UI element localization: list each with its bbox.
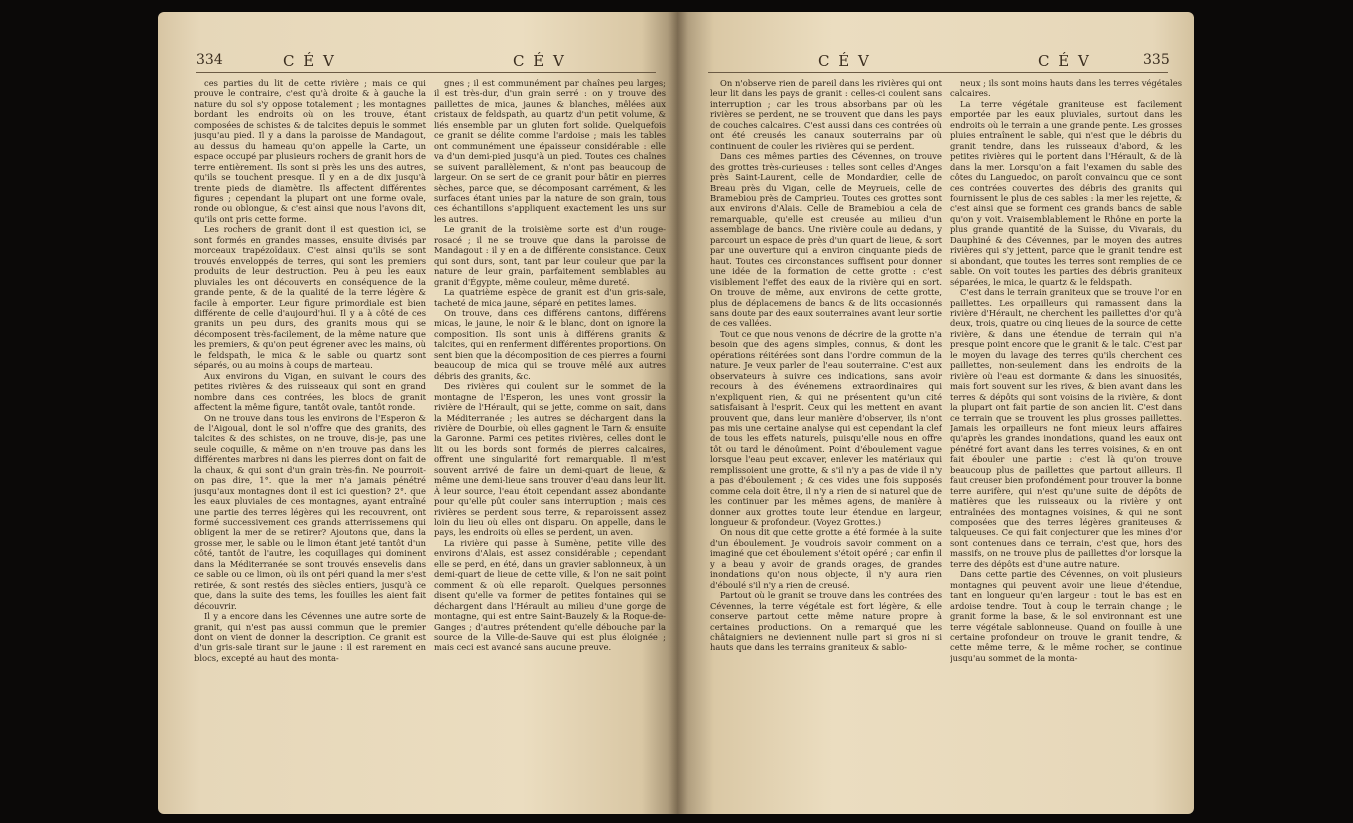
paragraph: La terre végétale graniteuse est facilement emportée par les eaux pluviales, surtout dans les endroits où le terrain a une grande pente. Les grosses pluies entraînent le sable, qui n'est que le débris du granit tendre, dans les ruisseaux d'abord, & les petites rivières qui le portent dans l'Hérault, & de là dans la mer. Lorsqu'on a fait l'examen du sable des côtes du Languedoc, on paroît convaincu que ce sont ces contrées couvertes des débris des granits qui fournissent le plus de ces sables : la mer les rejette, & c'est ainsi que se forment ces grands bancs de sable qu'on y voit. Vraisemblablement le Rhône en porte la plus grande quantité de la Suisse, du Vivarais, du Dauphiné & des Cévennes, par le moyen des autres rivières qui s'y jettent, parce que le granit tendre est si abondant, que toutes les terres sont remplies de ce sable. On voit toutes les parties des débris graniteux séparées, le mica, le quartz & le feldspath.: [950, 98, 1182, 287]
paragraph: La quatrième espèce de granit est d'un gris-sale, tacheté de mica jaune, séparé en petites lames.: [434, 287, 666, 308]
paragraph: C'est dans le terrain graniteux que se trouve l'or en paillettes. Les orpailleurs qui ramassent dans la rivière d'Hérault, ne cherchent les paillettes d'or qu'à deux, trois, quatre ou cinq lieues de la source de cette rivière, & dans une étendue de terrain qui n'a presque point encore que le granit & le talc. C'est par le moyen du lavage des terres qu'ils cherchent ces paillettes, non-seulement dans les endroits de la rivière où l'eau est dormante & dans les sinuosités, mais fort souvent sur les rives, & bien avant dans les terres & dépôts qui sont voisins de la rivière, & dont la plupart ont fait partie de son ancien lit. C'est dans ce terrain que se trouvent les plus grosses paillettes. Jamais les orpailleurs ne font mieux leurs affaires qu'après les grandes inondations, quand les eaux ont pénétré fort avant dans les terres voisines, & en ont fait ébouler une partie : c'est là qu'on trouve beaucoup plus de paillettes que partout ailleurs. Il faut creuser bien profondément pour trouver la bonne terre aurifère, qui n'est qu'une suite de dépôts de matières que les ruisseaux ou la rivière y ont entraînées des montagnes voisines, & qui ne sont composées que des terres légères graniteuses & talqueuses. Ce qui fait conjecturer que les mines d'or sont contenues dans ce terrain, c'est que, hors des massifs, on ne trouve plus de paillettes d'or lorsque la terre des dépôts est d'une autre nature.: [950, 287, 1182, 569]
right-page: [678, 12, 1194, 814]
text-column-right: [950, 78, 1182, 808]
running-head-right: C É V: [513, 52, 566, 70]
paragraph: gnes ; il est communément par chaînes peu larges; il est très-dur, d'un grain serré : on y trouve des paillettes de mica, jaunes & blanches, mêlées aux cristaux de feldspath, au quartz d'un petit volume, & liés ensemble par un gluten fort solide. Quelquefois ce granit se délite comme l'ardoise ; mais les tables ont communément une épaisseur considérable : elle va d'un demi-pied jusqu'à un pied. Toutes ces chaînes se suivent parallèlement, & n'ont pas beaucoup de largeur. On se sert de ce granit pour bâtir en pierres sèches, parce que, se décomposant carrément, & les surfaces étant unies par la nature de son grain, tous ces échantillons s'appliquent exactement les uns sur les autres.: [434, 78, 666, 224]
paragraph: On trouve, dans ces différens cantons, différens micas, le jaune, le noir & le blanc, dont on ignore la composition. Ils sont unis à différens granits & talcites, qui en renferment différentes proportions. On sent bien que la décomposition de ces pierres a fourni beaucoup de mica qui se trouve mêlé aux autres débris des granits, &c.: [434, 307, 666, 381]
paragraph: Aux environs du Vigan, en suivant le cours des petites rivières & des ruisseaux qui sont en grand nombre dans ces contrées, les blocs de granit affectent la même figure, tantôt ovale, tantôt ronde.: [194, 370, 426, 413]
page-number: 335: [1143, 52, 1170, 68]
paragraph: Partout où le granit se trouve dans les contrées des Cévennes, la terre végétale est fort légère, & elle conserve partout cette même nature propre à certaines productions. On a remarqué que les châtaigniers ne deviennent nulle part si gros ni si hauts que dans les terrains graniteux & sablo-: [710, 590, 942, 653]
paragraph: On n'observe rien de pareil dans les rivières qui ont leur lit dans les pays de granit : celles-ci coulent sans interruption ; car les trous absorbans par où les rivières se perdent, ne se trouvent que dans les pays de couches calcaires. C'est aussi dans ces contrées où ont été creusés les canaux souterrains par où continuent de couler les rivières qui se perdent.: [710, 78, 942, 151]
left-page: [158, 12, 678, 814]
paragraph: neux ; ils sont moins hauts dans les terres végétales calcaires.: [950, 78, 1182, 99]
text-column-left: [194, 78, 426, 808]
running-head-right: C É V: [1038, 52, 1091, 70]
page-number: 334: [196, 52, 223, 68]
paragraph: ces parties du lit de cette rivière ; mais ce qui prouve le contraire, c'est qu'à droite & à gauche la nature du sol s'y oppose totalement ; les montagnes bordant les endroits où on les trouve, étant composées de schistes & de talcites depuis le sommet jusqu'au pied. Il y a dans la paroisse de Mandagout, au dessus du hameau qu'on appelle la Carte, un espace occupé par plusieurs rochers de granit hors de terre entièrement. Ils sont si près les uns des autres, qu'ils se touchent presque. Il y en a de dix jusqu'à trente pieds de diamètre. Ils affectent différentes figures ; cependant la plupart ont une forme ovale, ronde ou oblongue, & c'est ainsi que nous l'avons dit, qu'ils ont pris cette forme.: [194, 78, 426, 224]
paragraph: Les rochers de granit dont il est question ici, se sont formés en grandes masses, ensuite divisés par morceaux trapézoïdaux. C'est ainsi qu'ils se sont trouvés enveloppés de terres, qui sont les premiers produits de leur destruction. Peu à peu les eaux pluviales les ont découverts en conséquence de la grande pente, & de la qualité de la terre légère & facile à emporter. Leur figure primordiale est bien différente de celle d'aujourd'hui. Il y a à côté de ces granits un peu durs, des granits mous qui se décomposent très-facilement, de la même nature que les premiers, & qu'on peut égrener avec les mains, où le feldspath, le mica & le sable ou quartz sont séparés, ou au moins à coups de marteau.: [194, 224, 426, 371]
header-rule: [708, 72, 1168, 73]
text-column-right: [434, 78, 666, 808]
paragraph: Des rivières qui coulent sur le sommet de la montagne de l'Esperon, les unes vont grossir la rivière de l'Hérault, qui se jette, comme on sait, dans la Méditerranée ; les autres se déchargent dans la rivière de Dourbie, où elles gagnent le Tarn & ensuite la Garonne. Parmi ces petites rivières, celles dont le lit ou les bords sont formés de pierres calcaires, offrent une singularité fort remarquable. Il m'est souvent arrivé de faire un demi-quart de lieue, & même une demi-lieue sans trouver d'eau dans leur lit. À leur source, l'eau étoit cependant assez abondante pour qu'elle pût couler sans interruption ; mais ces rivières se perdent sous terre, & reparoissent assez loin du lieu où elles ont disparu. On appelle, dans le pays, les endroits où elles se perdent, un aven.: [434, 381, 666, 538]
paragraph: On nous dit que cette grotte a été formée à la suite d'un éboulement. Je voudrois savoir comment on a imaginé que cet éboulement s'étoit opéré ; car enfin il y a beau y avoir de grands orages, de grandes inondations qu'on nous objecte, il n'y aura rien d'éboulé s'il n'y a rien de creusé.: [710, 527, 942, 590]
text-column-left: [710, 78, 942, 808]
paragraph: La rivière qui passe à Sumène, petite ville des environs d'Alais, est assez considérable ; cependant elle se perd, en été, dans un gravier sablonneux, à un demi-quart de lieue de cette ville, & l'on ne sait point comment & où elle reparoît. Quelques personnes disent qu'elle va former de petites fontaines qui se déchargent dans l'Hérault au milieu d'une gorge de montagne, qui est entre Saint-Bauzely & la Roque-de-Ganges ; d'autres prétendent qu'elle débouche par la source de la Ville-de-Sauve qui est plus éloignée ; mais ceci est avancé sans aucune preuve.: [434, 537, 666, 653]
running-head-left: C É V: [818, 52, 871, 70]
header-rule: [196, 72, 656, 73]
paragraph: On ne trouve dans tous les environs de l'Esperon & de l'Aigoual, dont le sol n'offre que des granits, des talcites & des schistes, on ne trouve, dis-je, pas une seule coquille, & même on n'en trouve pas dans les différentes marbres ni dans les pierres dont on fait de la chaux, & qui sont d'un grain très-fin. Ne pourroit-on pas dire, 1°. que la mer n'a jamais pénétré jusqu'aux montagnes dont il est ici question? 2°. que les eaux pluviales de ces montagnes, ayant entraîné une partie des terres légères qui les recouvrent, ont formé successivement ces grands atterrissemens qui obligent la mer de se retirer? Ajoutons que, dans la grosse mer, le sable ou le limon étant jeté tantôt d'un côté, tantôt de l'autre, les coquillages qui dominent dans la Méditerranée se sont trouvés ensevelis dans ce sable ou ce limon, où ils ont péri quand la mer s'est retirée, & sont restés des siècles entiers, jusqu'à ce que, dans la suite des tems, les fouilles les aient fait découvrir.: [194, 412, 426, 611]
paragraph: Il y a encore dans les Cévennes une autre sorte de granit, qui n'est pas aussi commun que le premier dont on vient de donner la description. Ce granit est d'un gris-sale tirant sur le jaune : il est rarement en blocs, excepté au haut des monta-: [194, 611, 426, 663]
paragraph: Tout ce que nous venons de décrire de la grotte n'a besoin que des agens simples, connus, & dont les opérations réitérées sont dans l'ordre commun de la nature. Je veux parler de l'eau souterraine. C'est aux observateurs à suivre ces indications, sans avoir recours à des événemens extraordinaires qui n'expliquent rien, & qui ne présentent qu'un cité satisfaisant à l'esprit. Ceux qui les mettent en avant prouvent que, dans leur manière d'observer, ils n'ont pas mis une certaine analyse qui est cependant la clef de tous les effets naturels, puisqu'elle nous en offre tôt ou tard le dénoûment. Point d'éboulement vague lorsque l'eau peut excaver, enlever les matériaux qui remplissoient une grotte, & s'il n'y a pas de vide il n'y a pas d'éboulement ; & ces vides une fois supposés comme cela doit être, il n'y a rien de si naturel que de les continuer par les mêmes agens, de manière à donner aux grottes toute leur étendue en largeur, longueur & profondeur. (Voyez Grottes.): [710, 328, 942, 528]
paragraph: Le granit de la troisième sorte est d'un rouge-rosacé ; il ne se trouve que dans la paroisse de Mandagout : il y en a de différente consistance. Ceux qui sont durs, sont, tant par leur couleur que par la nature de leur grain, parfaitement semblables au granit d'Égypte, même couleur, même dureté.: [434, 224, 666, 287]
running-head-left: C É V: [283, 52, 336, 70]
paragraph: Dans cette partie des Cévennes, on voit plusieurs montagnes qui peuvent avoir une lieue d'étendue, tant en longueur qu'en largeur : tout le bas est en ardoise tendre. Tout à coup le terrain change ; le granit forme la base, & le sol environnant est une terre végétale sablonneuse. Quand on fouille à une certaine profondeur on trouve le granit tendre, & cette même terre, & le même rocher, se continue jusqu'au sommet de la monta-: [950, 569, 1182, 663]
paragraph: Dans ces mêmes parties des Cévennes, on trouve des grottes très-curieuses : telles sont celles d'Anges près Saint-Laurent, celle de Mondardier, celle de Breau près du Vigan, celle de Meyrueis, celle de Bramebiou près de Camprieu. Toutes ces grottes sont aux environs d'Alais. Celle de Bramebiou a cela de remarquable, qu'elle est creusée au milieu d'un assemblage de bancs. Une rivière coule au dedans, y parcourt un espace de près d'un quart de lieue, & sort par une ouverture qui a environ cinquante pieds de haut. Toutes ces circonstances suffisent pour donner une idée de la formation de cette grotte : c'est visiblement l'effet des eaux de la rivière qui en sort. On trouve de même, aux environs de cette grotte, plus de déplacemens de bancs & de lits occasionnés sans doute par des eaux souterraines avant leur sortie de ces vallées.: [710, 151, 942, 329]
